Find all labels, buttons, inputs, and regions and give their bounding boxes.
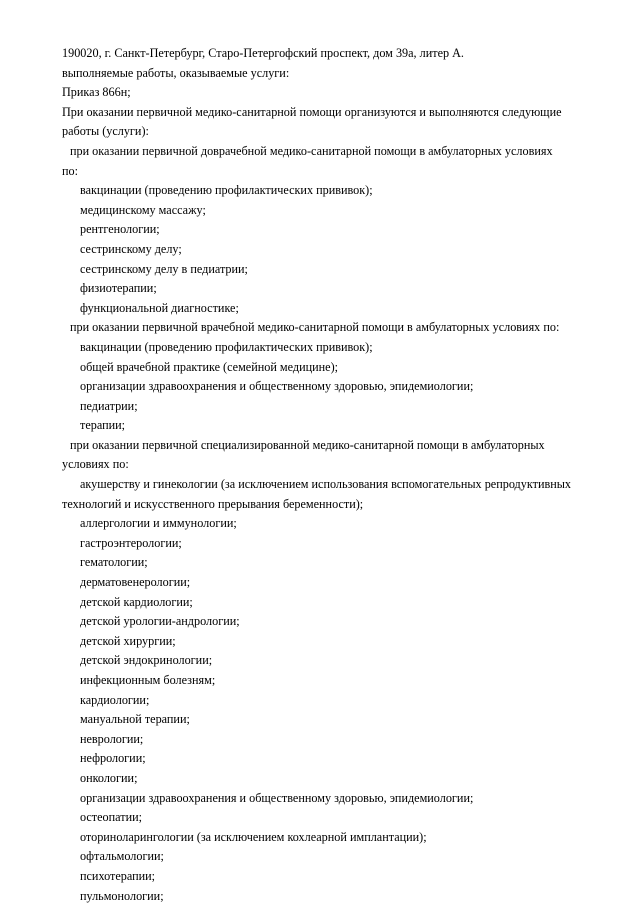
- document-line: терапии;: [80, 418, 126, 433]
- document-line: мануальной терапии;: [80, 712, 190, 727]
- document-line: гастроэнтерологии;: [80, 535, 182, 550]
- document-line: гематологии;: [80, 555, 148, 570]
- document-line: педиатрии;: [80, 398, 138, 413]
- document-line: психотерапии;: [80, 868, 156, 883]
- document-line: организации здравоохранения и общественному здоровью, эпидемиологии;: [80, 379, 474, 394]
- document-line: вакцинации (проведению профилактических прививок);: [80, 339, 373, 354]
- document-line: рентгенологии;: [80, 222, 160, 237]
- document-line: при оказании первичной специализированной медико-санитарной помощи в амбулаторных: [70, 437, 545, 452]
- document-line: оториноларингологии (за исключением кохлеарной имплантации);: [80, 829, 427, 844]
- document-line: сестринскому делу;: [80, 241, 182, 256]
- document-line: кардиологии;: [80, 692, 150, 707]
- document-line: 190020, г. Санкт-Петербург, Старо-Петергофский проспект, дом 39а, литер А.: [62, 46, 464, 60]
- document-line: при оказании первичной врачебной медико-санитарной помощи в амбулаторных условиях по:: [70, 320, 560, 335]
- document-line: онкологии;: [80, 770, 138, 785]
- document-line: детской хирургии;: [80, 633, 176, 648]
- document-line: пульмонологии;: [80, 888, 164, 903]
- document-line: аллергологии и иммунологии;: [80, 516, 237, 531]
- document-line: технологий и искусственного прерывания беременности);: [62, 496, 364, 511]
- document-line: выполняемые работы, оказываемые услуги:: [62, 65, 290, 80]
- document-line: детской кардиологии;: [80, 594, 193, 609]
- document-line: остеопатии;: [80, 810, 143, 825]
- document-line: детской эндокринологии;: [80, 653, 213, 668]
- document-line: нефрологии;: [80, 751, 146, 766]
- document-line: При оказании первичной медико-санитарной помощи организуются и выполняются следующие: [62, 104, 562, 119]
- document-line: общей врачебной практике (семейной медицине);: [80, 359, 339, 374]
- document-line: детской урологии-андрологии;: [80, 614, 240, 629]
- document-line: работы (услуги):: [62, 124, 149, 139]
- document-line: Приказ 866н;: [62, 85, 131, 100]
- document-line: сестринскому делу в педиатрии;: [80, 261, 248, 276]
- document-line: медицинскому массажу;: [80, 202, 206, 217]
- document-line: функциональной диагностике;: [80, 300, 239, 315]
- document-line: организации здравоохранения и общественному здоровью, эпидемиологии;: [80, 790, 474, 805]
- document-line: при оказании первичной доврачебной медико-санитарной помощи в амбулаторных условиях: [70, 143, 553, 158]
- document-line: инфекционным болезням;: [80, 673, 216, 687]
- document-line: дерматовенерологии;: [80, 575, 191, 590]
- document-line: условиях по:: [62, 457, 129, 472]
- document-line: вакцинации (проведению профилактических прививок);: [80, 183, 373, 198]
- document-line: физиотерапии;: [80, 281, 157, 296]
- document-line: неврологии;: [80, 731, 144, 746]
- document-line: офтальмологии;: [80, 849, 164, 864]
- document-body: [62, 44, 584, 906]
- document-line: акушерству и гинекологии (за исключением использования вспомогательных репродуктивных: [80, 477, 572, 492]
- document-line: по:: [62, 163, 79, 178]
